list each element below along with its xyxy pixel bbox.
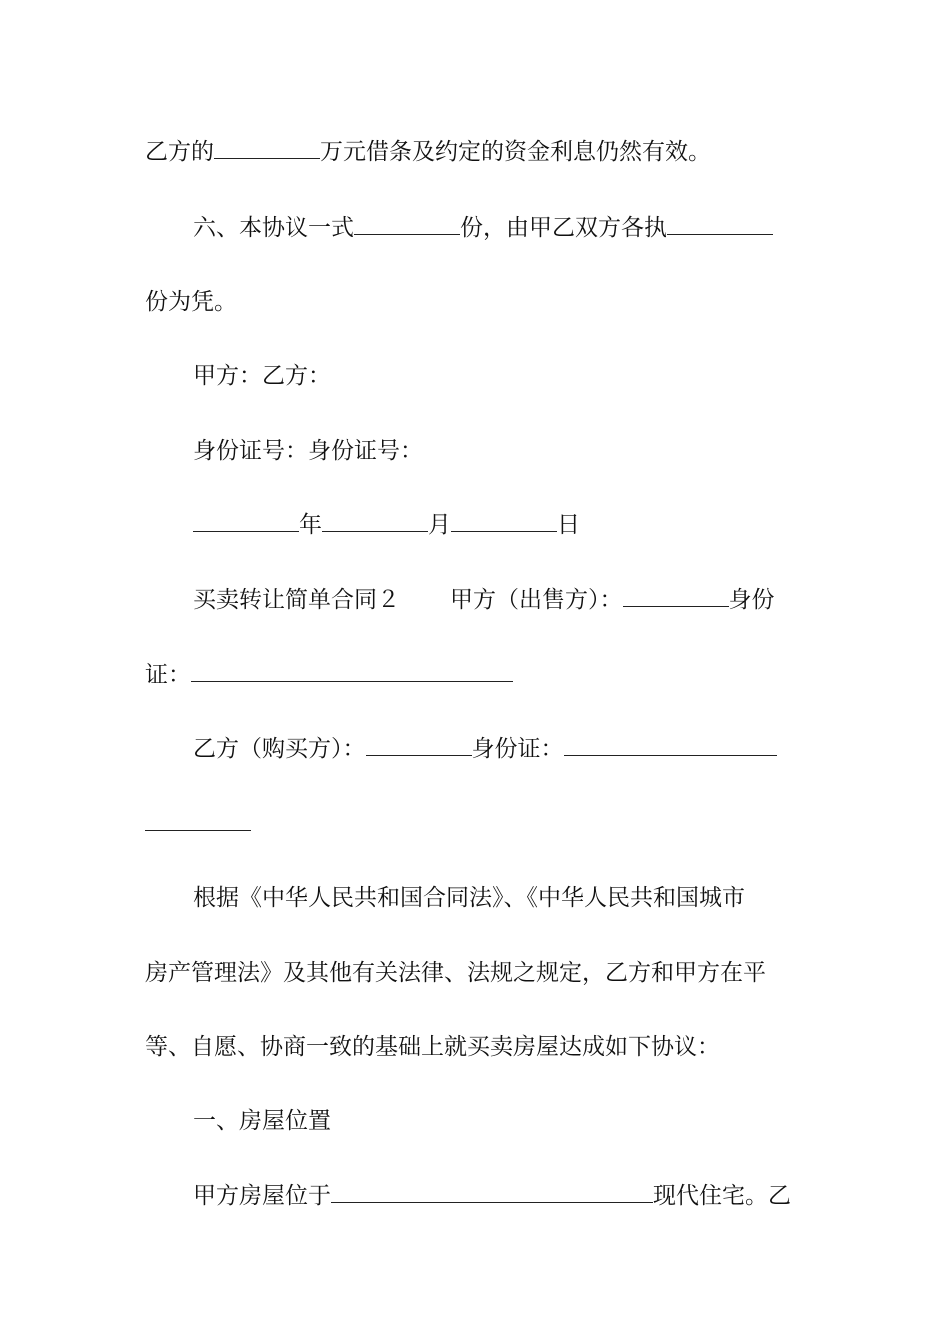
text-line [193,882,863,914]
fill-blank [354,214,460,235]
fill-blank [331,1182,653,1203]
day-blank [451,511,557,532]
text-segment: 年 [299,512,322,538]
text-segment: 甲方房屋位于 [193,1183,331,1209]
fill-blank [366,735,472,756]
fill-blank [564,735,777,756]
text-segment: 月 [428,512,451,538]
text-segment: 日 [557,512,580,538]
fill-blank [623,586,729,607]
text-line [193,733,863,765]
month-blank [322,511,428,532]
text-segment: 六、本协议一式 [193,215,354,241]
text-segment: 乙方（购买方）： [193,736,366,762]
text-segment: 甲方：乙方： [193,363,331,389]
text-line [193,360,863,392]
text-segment: 份为凭。 [145,289,237,315]
text-segment: 房产管理法》及其他有关法律、法规之规定，乙方和甲方在平 [145,960,766,986]
text-line [193,584,863,616]
text-segment: 身份 [728,587,775,613]
text-line [145,659,815,691]
text-segment: 现代住宅。乙 [653,1183,791,1209]
text-line [193,1180,863,1212]
fill-blank [667,214,773,235]
text-segment: 等、自愿、协商一致的基础上就买卖房屋达成如下协议： [145,1034,720,1060]
text-segment: 份，由甲乙双方各执 [460,215,667,241]
text-segment: 根据《中华人民共和国合同法》、《中华人民共和国城市 [193,885,745,911]
fill-blank [191,661,513,682]
text-segment: 身份证： [471,736,564,762]
text-line [145,808,815,840]
text-segment: 乙方的 [145,139,214,165]
fill-blank [145,810,251,831]
text-line [145,957,815,989]
text-line [193,212,863,244]
text-line [145,1031,815,1063]
section-heading: 一、房屋位置 [193,1108,331,1134]
year-blank [193,511,299,532]
text-segment: 万元借条及约定的资金利息仍然有效。 [320,139,711,165]
text-line [193,1105,863,1137]
text-line [193,435,863,467]
text-line [145,286,815,318]
date-line [193,509,863,541]
text-segment: 甲方（出售方）： [450,587,623,613]
text-segment: 身份证号：身份证号： [193,438,423,464]
fill-blank [214,138,320,159]
text-line [145,136,815,168]
text-segment: 证： [145,662,191,688]
section-title: 买卖转让简单合同２ [193,587,400,613]
